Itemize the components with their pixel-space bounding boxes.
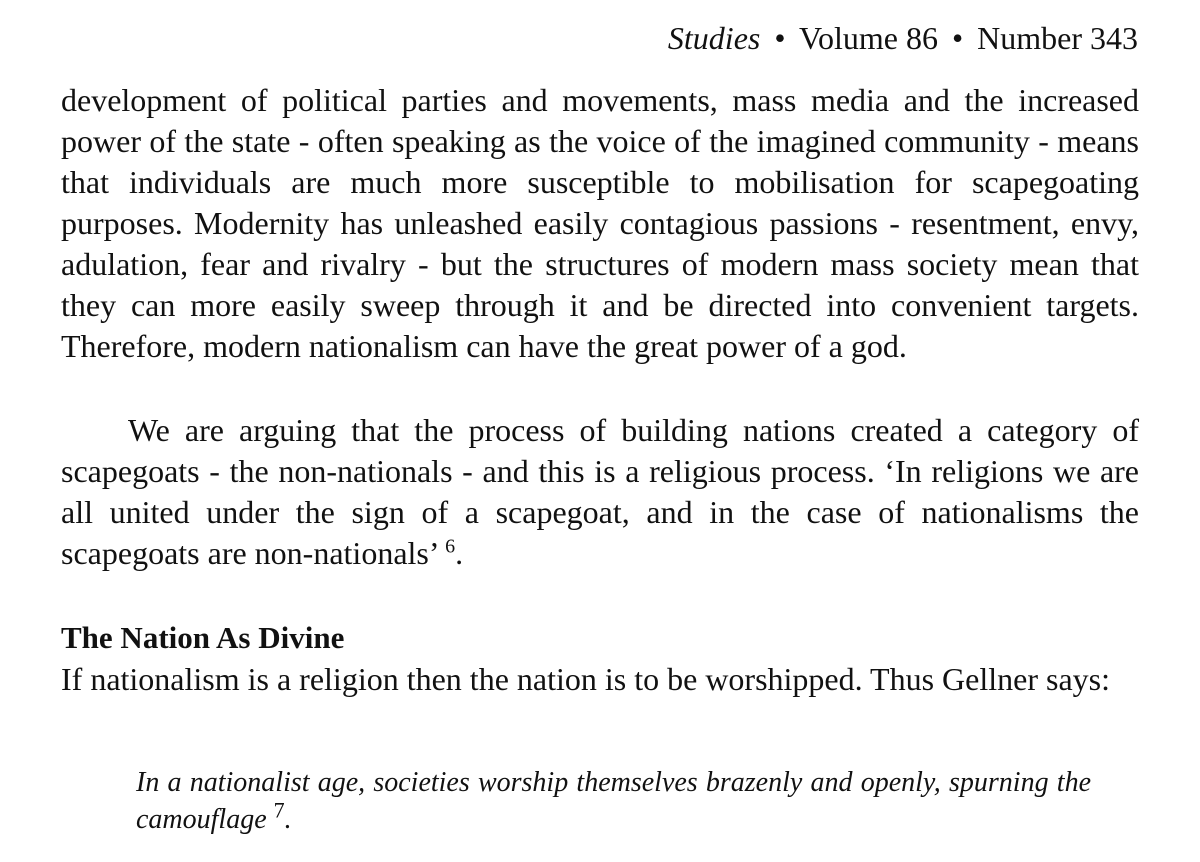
footnote-reference: 7 [273, 797, 285, 823]
running-header [668, 18, 1138, 58]
quote-end: . [284, 804, 292, 835]
quote-text: In a nationalist age, societies worship themselves brazenly and openly, spurning the camouflage [136, 767, 1091, 835]
block-quote [136, 764, 1091, 838]
body-paragraph [61, 410, 1139, 574]
volume-label: Volume 86 [798, 20, 938, 56]
body-paragraph: If nationalism is a religion then the nation is to be worshipped. Thus Gellner says: [61, 661, 1110, 697]
body-paragraph: development of political parties and movements, mass media and the increased power of the state - often speaking as the voice of the imagined community - means that individuals are much more susceptible to mobilisation for scapegoating purposes. Modernity has unleashed easily contagious passions - resentment, envy, adulation, fear and rivalry - but the structures of modern mass society mean that they can more easily sweep through it and be directed into convenient targets. Therefore, modern nationalism can have the great power of a god. [61, 82, 1139, 364]
section-heading: The Nation As Divine [61, 620, 345, 655]
footnote-reference: 6 [445, 535, 456, 558]
paragraph-text: We are arguing that the process of building nations created a category of scapegoats - the non-nationals - and this is a religious process. ‘In religions we are all united under the sign of a scapegoat, and in the case of nationalisms the scapegoats are non-nationals’ [61, 412, 1139, 571]
journal-title: Studies [667, 20, 761, 56]
header-separator: • [951, 20, 964, 56]
paragraph-end: . [455, 535, 464, 571]
issue-number: Number 343 [977, 20, 1138, 56]
header-separator: • [774, 20, 786, 56]
